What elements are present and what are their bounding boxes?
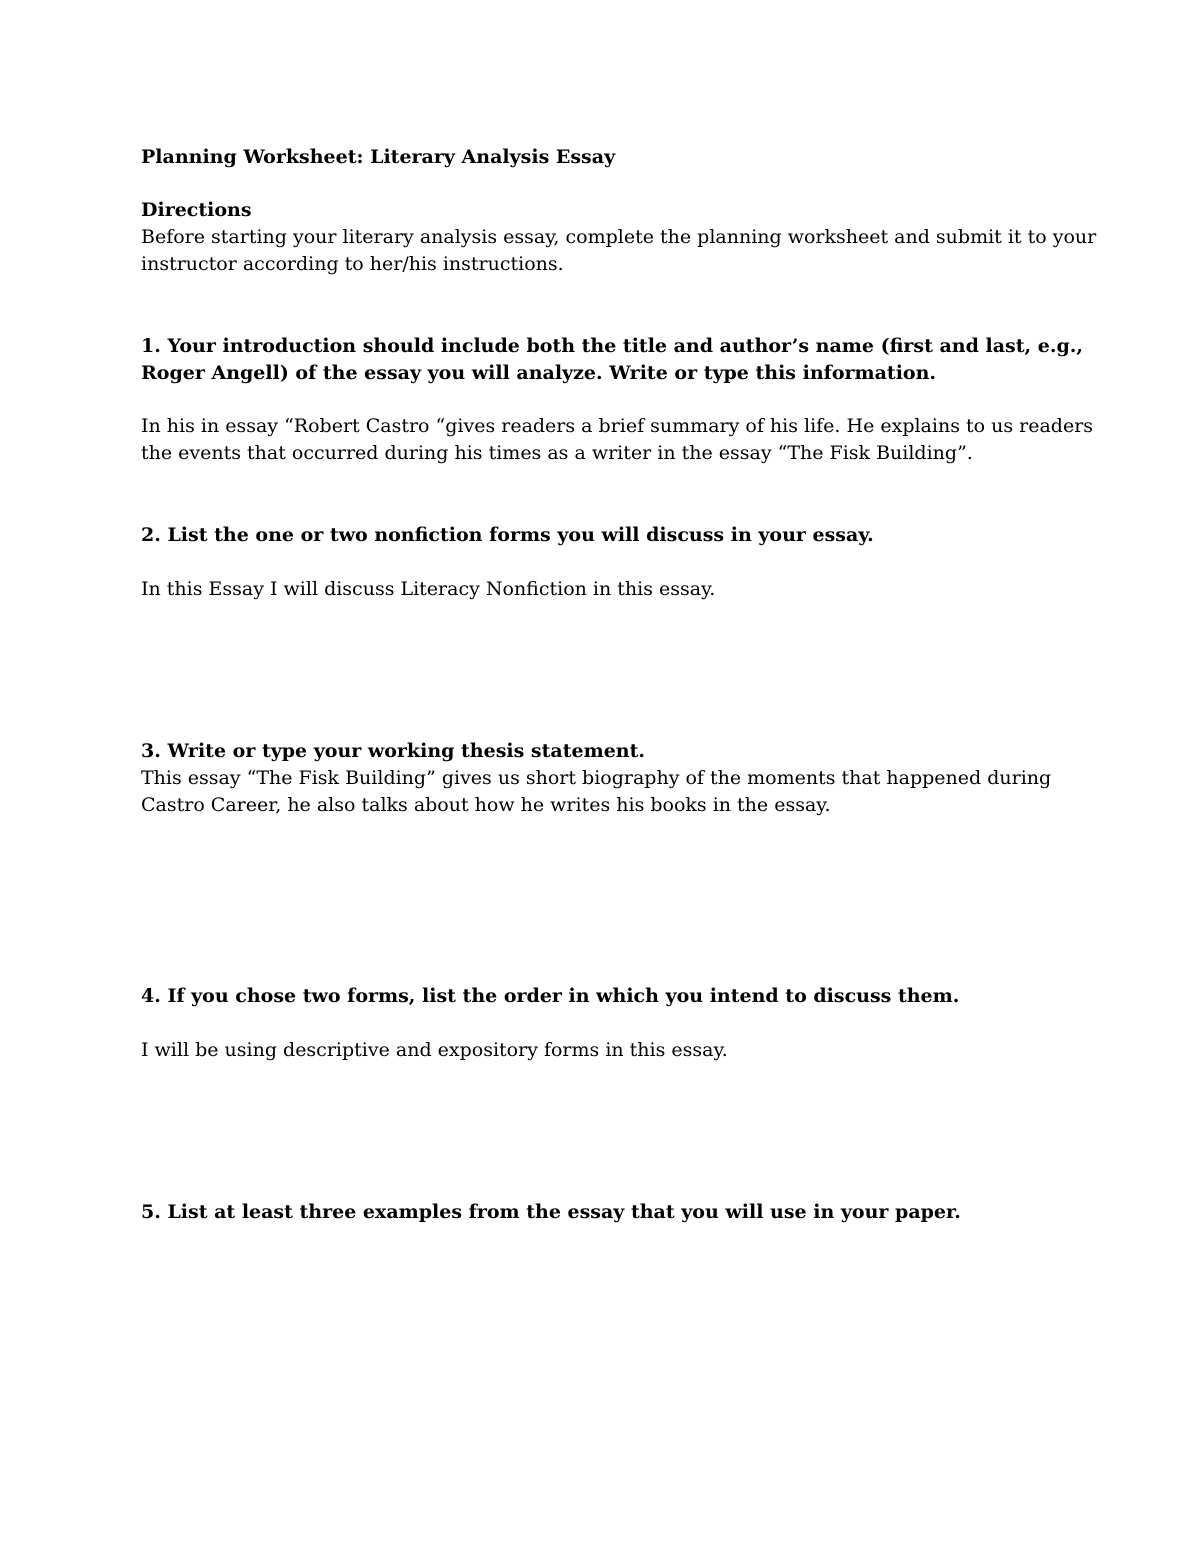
- question-1-answer: In his in essay “Robert Castro “gives readers a brief summary of his life. He explains to us readers the events that occurred during his times as a writer in the essay “The Fisk Building”.: [141, 415, 1094, 464]
- page-title: Planning Worksheet: Literary Analysis Essay: [141, 146, 616, 168]
- directions-text: Before starting your literary analysis essay, complete the planning worksheet and submit it to your instructor according to her/his instructions.: [141, 226, 1097, 275]
- question-3-answer: This essay “The Fisk Building” gives us short biography of the moments that happened during Castro Career, he also talks about how he writes his books in the essay.: [141, 767, 1052, 816]
- question-2-prompt: 2. List the one or two nonfiction forms you will discuss in your essay.: [141, 524, 874, 546]
- question-5-prompt: 5. List at least three examples from the essay that you will use in your paper.: [141, 1201, 961, 1223]
- question-4-prompt: 4. If you chose two forms, list the order in which you intend to discuss them.: [141, 985, 960, 1007]
- directions-heading: Directions: [141, 199, 252, 221]
- question-4-answer: I will be using descriptive and expository forms in this essay.: [141, 1039, 728, 1061]
- question-1-prompt: 1. Your introduction should include both the title and author’s name (first and last, e.g., Roger Angell) of the essay you will analyze. Write or type this information.: [141, 335, 1083, 384]
- question-2-answer: In this Essay I will discuss Literacy Nonfiction in this essay.: [141, 578, 716, 600]
- question-3-prompt: 3. Write or type your working thesis statement.: [141, 740, 645, 762]
